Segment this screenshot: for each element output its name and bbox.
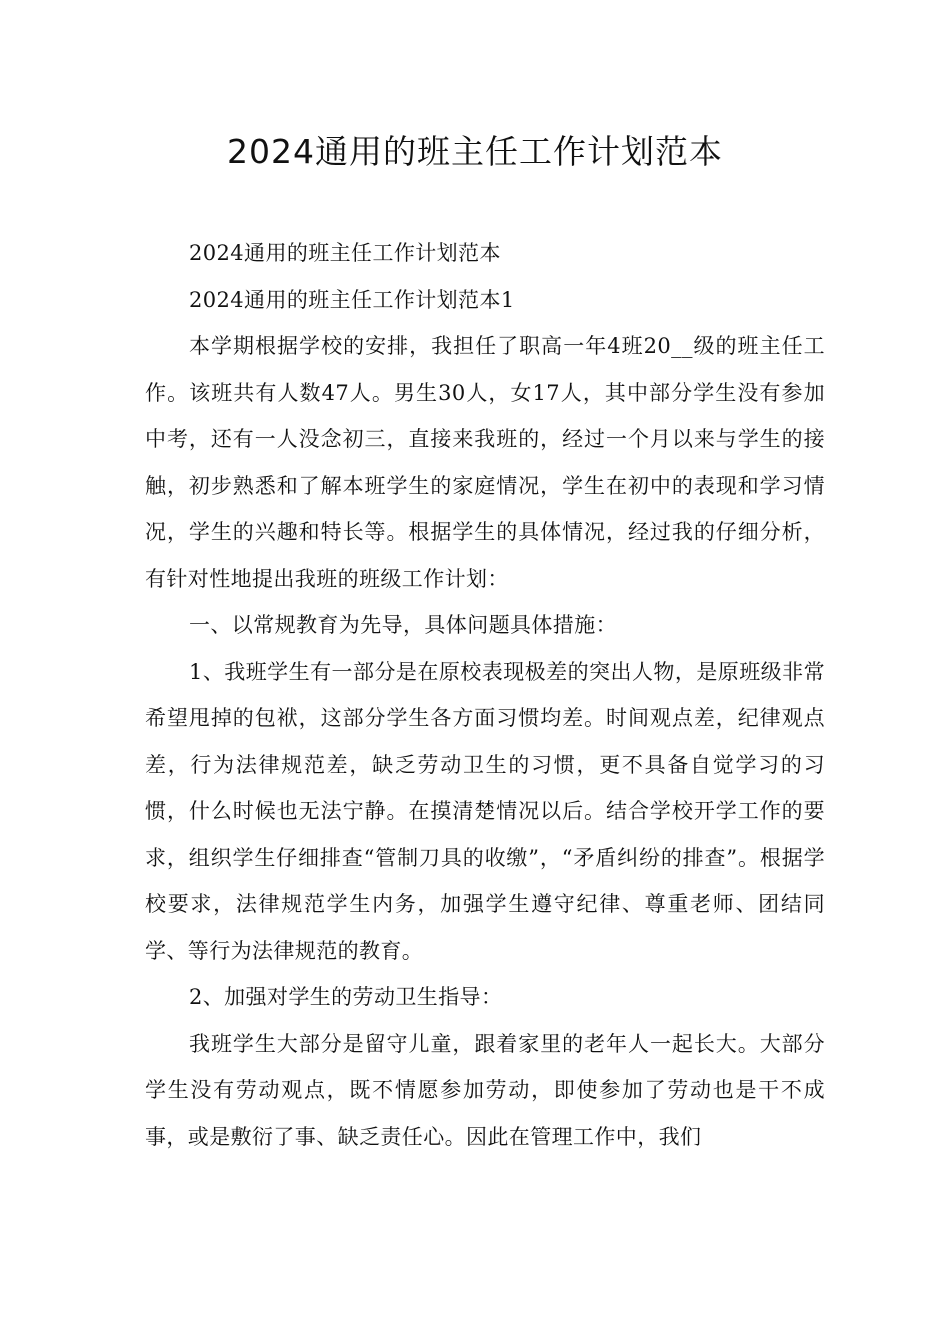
paragraph-item-2: 我班学生大部分是留守儿童，跟着家里的老年人一起长大。大部分学生没有劳动观点，既不情愿参加劳动，即使参加了劳动也是干不成事，或是敷衍了事、缺乏责任心。因此在管理工作中，我们: [145, 1031, 825, 1149]
paragraph-section-heading: 2024通用的班主任工作计划范本1: [189, 287, 515, 312]
document-title: 2024通用的班主任工作计划范本: [227, 132, 723, 171]
paragraph-subtitle: 2024通用的班主任工作计划范本: [189, 241, 501, 265]
document-body: [145, 230, 825, 1160]
paragraph-item-1: 1、我班学生有一部分是在原校表现极差的突出人物，是原班级非常希望甩掉的包袱，这部分学生各方面习惯均差。时间观点差，纪律观点差，行为法律规范差，缺乏劳动卫生的习惯，更不具备自觉学习的习惯，什么时候也无法宁静。在摸清楚情况以后。结合学校开学工作的要求，组织学生仔细排查“管制刀具的收缴”，“矛盾纠纷的排查”。根据学校要求，法律规范学生内务，加强学生遵守纪律、尊重老师、团结同学、等行为法律规范的教育。: [145, 659, 825, 963]
paragraph-item-heading-1: 一、以常规教育为先导，具体问题具体措施：: [189, 613, 617, 637]
paragraph-item-heading-2: 2、加强对学生的劳动卫生指导：: [189, 985, 503, 1009]
paragraph-intro: 本学期根据学校的安排，我担任了职高一年4班20__级的班主任工作。该班共有人数47人。男生30人，女17人，其中部分学生没有参加中考，还有一人没念初三，直接来我班的，经过一个月以来与学生的接触，初步熟悉和了解本班学生的家庭情况，学生在初中的表现和学习情况，学生的兴趣和特长等。根据学生的具体情况，经过我的仔细分析，有针对性地提出我班的班级工作计划：: [145, 334, 825, 591]
